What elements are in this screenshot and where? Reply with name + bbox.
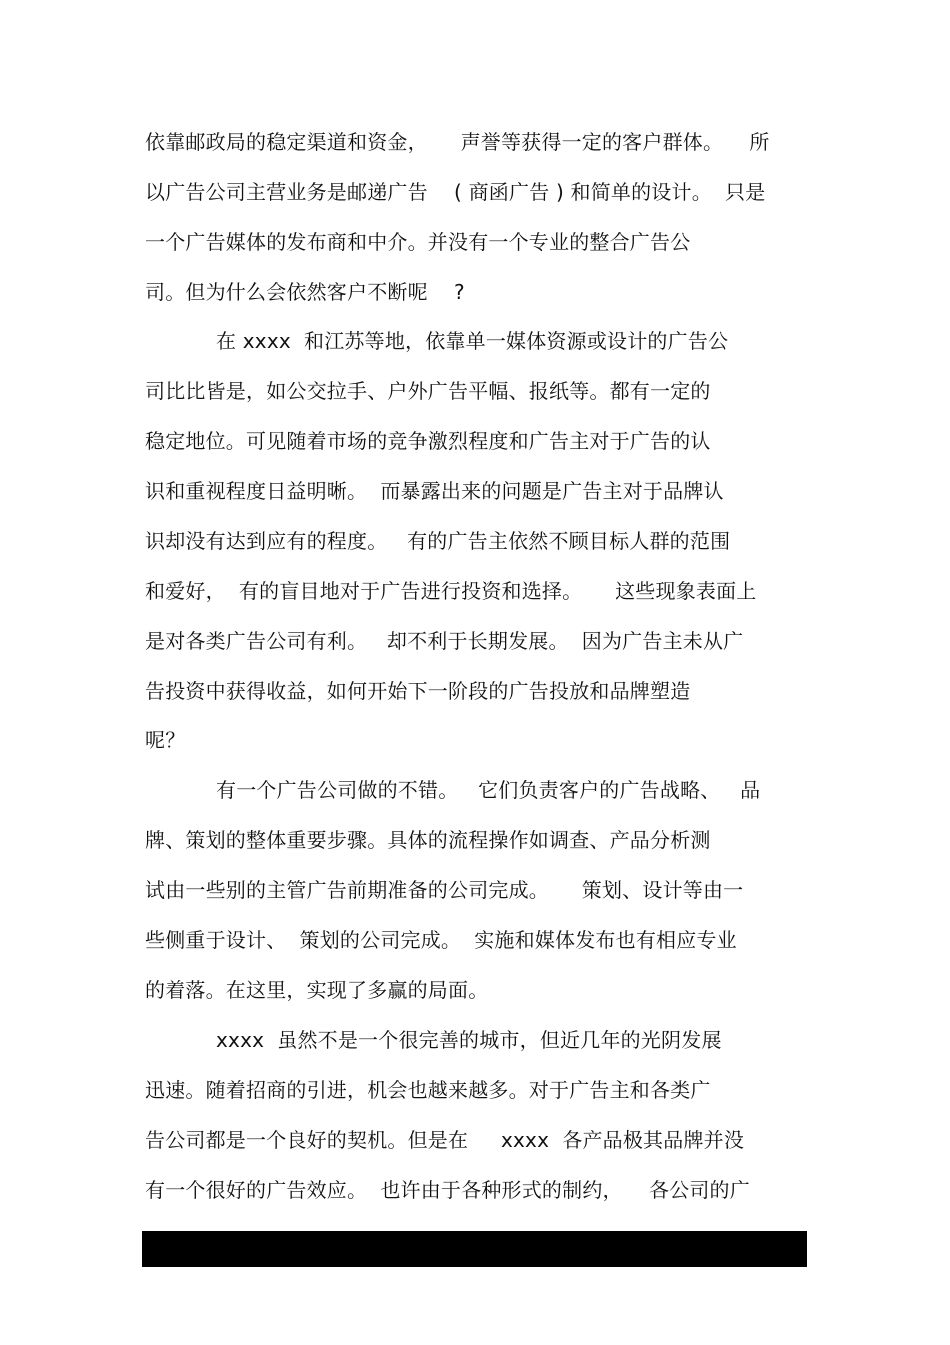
text-line: 有一个广告公司做的不错。 它们负责客户的广告战略、 品	[216, 778, 761, 802]
text-line: 呢？	[145, 728, 186, 752]
text-line: 试由一些别的主管广告前期准备的公司完成。 策划、设计等由一	[145, 878, 744, 902]
text-line: xxxx 虽然不是一个很完善的城市，但近几年的光阴发展	[216, 1028, 722, 1052]
text-line: 一个广告媒体的发布商和中介。并没有一个专业的整合广告公	[145, 230, 691, 254]
text-line: 的着落。在这里，实现了多赢的局面。	[145, 978, 489, 1002]
text-line: 以广告公司主营业务是邮递广告 ( 商函广告 ) 和简单的设计。 只是	[145, 180, 766, 204]
text-line: 稳定地位。可见随着市场的竞争激烈程度和广告主对于广告的认	[145, 429, 711, 453]
text-line: 依靠邮政局的稳定渠道和资金， 声誉等获得一定的客户群体。 所	[145, 130, 770, 154]
text-line: 识却没有达到应有的程度。 有的广告主依然不顾目标人群的范围	[145, 529, 731, 553]
footer-bar	[142, 1231, 807, 1267]
text-line: 告投资中获得收益，如何开始下一阶段的广告投放和品牌塑造	[145, 679, 691, 703]
text-line: 识和重视程度日益明晰。 而暴露出来的问题是广告主对于品牌认	[145, 479, 724, 503]
text-line: 在 xxxx 和江苏等地，依靠单一媒体资源或设计的广告公	[216, 329, 729, 353]
text-line: 是对各类广告公司有利。 却不利于长期发展。 因为广告主未从广	[145, 629, 744, 653]
text-line: 和爱好， 有的盲目地对于广告进行投资和选择。 这些现象表面上	[145, 579, 757, 603]
text-line: 有一个很好的广告效应。 也许由于各种形式的制约， 各公司的广	[145, 1178, 750, 1202]
text-line: 司。但为什么会依然客户不断呢 ?	[145, 280, 465, 304]
text-line: 些侧重于设计、 策划的公司完成。 实施和媒体发布也有相应专业	[145, 928, 737, 952]
text-line: 告公司都是一个良好的契机。但是在 xxxx 各产品极其品牌并没	[145, 1128, 745, 1152]
text-line: 迅速。随着招商的引进，机会也越来越多。对于广告主和各类广	[145, 1078, 711, 1102]
text-line: 牌、策划的整体重要步骤。具体的流程操作如调查、产品分析测	[145, 828, 711, 852]
text-line: 司比比皆是，如公交拉手、户外广告平幅、报纸等。都有一定的	[145, 379, 711, 403]
